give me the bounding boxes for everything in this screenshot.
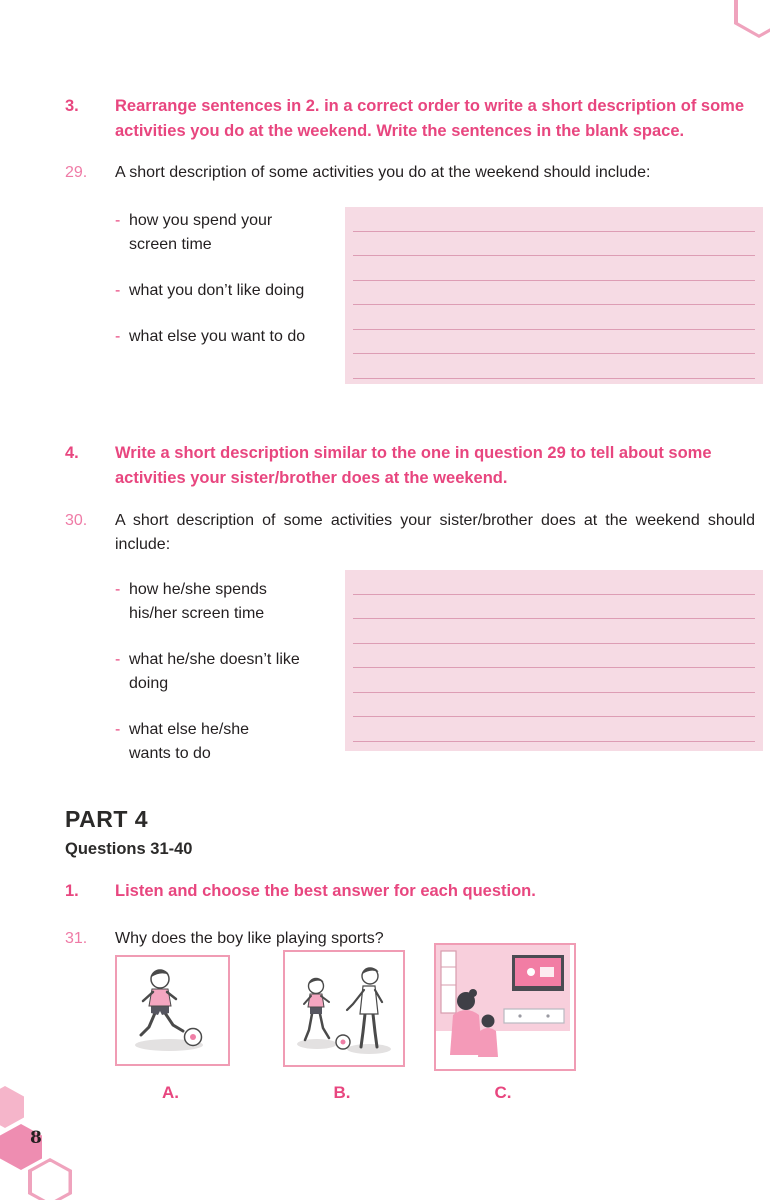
- writing-line: [353, 644, 755, 669]
- question-29-number: 29.: [65, 164, 88, 181]
- question-29-prompt: A short description of some activities you do at the weekend should include:: [115, 164, 651, 181]
- bullet-text: how he/she spends his/her screen time: [129, 581, 267, 622]
- part-4-subtitle: Questions 31-40: [65, 840, 193, 858]
- bullet-text: how you spend your screen time: [129, 212, 273, 253]
- question-30-bullets: [115, 578, 304, 788]
- question-30-prompt: A short description of some activities your sister/brother does at the weekend should include:: [115, 512, 755, 553]
- writing-line: [353, 717, 755, 742]
- part-4-header: [65, 806, 192, 859]
- option-c-label: C.: [494, 1083, 512, 1102]
- writing-line: [353, 305, 755, 330]
- option-c-image: [434, 943, 576, 1071]
- bullet-dash: -: [115, 721, 121, 738]
- decor-hexagon-top-right: [734, 0, 770, 38]
- question-31-number: 31.: [65, 930, 88, 947]
- section-3-heading: Rearrange sentences in 2. in a correct order to write a short description of some activities you do at the weekend. Write the sentences in the blank space.: [115, 97, 745, 140]
- bullet-dash: -: [115, 328, 121, 345]
- section-3: [65, 94, 760, 144]
- list-item: [115, 325, 359, 349]
- question-31-prompt: Why does the boy like playing sports?: [115, 930, 384, 947]
- list-item: [115, 648, 304, 696]
- writing-line: [353, 256, 755, 281]
- section-3-number: 3.: [65, 97, 79, 115]
- question-29-bullets: [115, 209, 359, 371]
- bullet-text: what else he/she wants to do: [129, 721, 250, 762]
- bullet-dash: -: [115, 212, 121, 229]
- task-1: [65, 879, 760, 904]
- bullet-dash: -: [115, 581, 121, 598]
- question-29: [65, 161, 760, 185]
- page-number: 8: [30, 1128, 42, 1148]
- question-30: [65, 509, 760, 557]
- section-4: [65, 441, 760, 491]
- list-item: [115, 718, 304, 766]
- boy-playing-ball-with-mother-illustration: [285, 952, 399, 1061]
- writing-line: [353, 232, 755, 257]
- list-item: [115, 209, 359, 257]
- task-1-heading: Listen and choose the best answer for each question.: [115, 882, 536, 900]
- bullet-text: what you don’t like doing: [129, 282, 305, 299]
- writing-line: [353, 570, 755, 595]
- option-a-image: [115, 955, 230, 1066]
- writing-line: [353, 354, 755, 379]
- writing-line: [353, 330, 755, 355]
- decor-hexagon: [0, 1086, 24, 1128]
- bullet-dash: -: [115, 282, 121, 299]
- bullet-text: what he/she doesn’t like doing: [129, 651, 300, 692]
- section-4-number: 4.: [65, 444, 79, 462]
- option-b-image: [283, 950, 405, 1067]
- writing-line: [353, 668, 755, 693]
- option-b-label: B.: [333, 1083, 351, 1102]
- writing-line: [353, 595, 755, 620]
- part-4-title: PART 4: [65, 806, 149, 832]
- decor-hexagon: [28, 1158, 72, 1200]
- writing-line: [353, 619, 755, 644]
- decor-hexagon-inner: [738, 0, 770, 35]
- bullet-text: what else you want to do: [129, 328, 306, 345]
- decor-hexagon-inner: [32, 1162, 69, 1200]
- section-4-heading: Write a short description similar to the one in question 29 to tell about some activities your sister/brother does at the weekend.: [115, 444, 712, 487]
- question-31: [65, 927, 760, 951]
- boy-dribbling-football-illustration: [117, 957, 224, 1060]
- list-item: [115, 578, 304, 626]
- writing-line: [353, 281, 755, 306]
- task-1-number: 1.: [65, 882, 79, 900]
- mother-and-child-watching-tv-illustration: [436, 945, 570, 1065]
- writing-area-q30: [345, 570, 763, 751]
- question-30-number: 30.: [65, 512, 88, 529]
- writing-line: [353, 207, 755, 232]
- writing-area-q29: [345, 207, 763, 384]
- option-a-label: A.: [162, 1083, 179, 1102]
- writing-line: [353, 693, 755, 718]
- bullet-dash: -: [115, 651, 121, 668]
- list-item: [115, 279, 359, 303]
